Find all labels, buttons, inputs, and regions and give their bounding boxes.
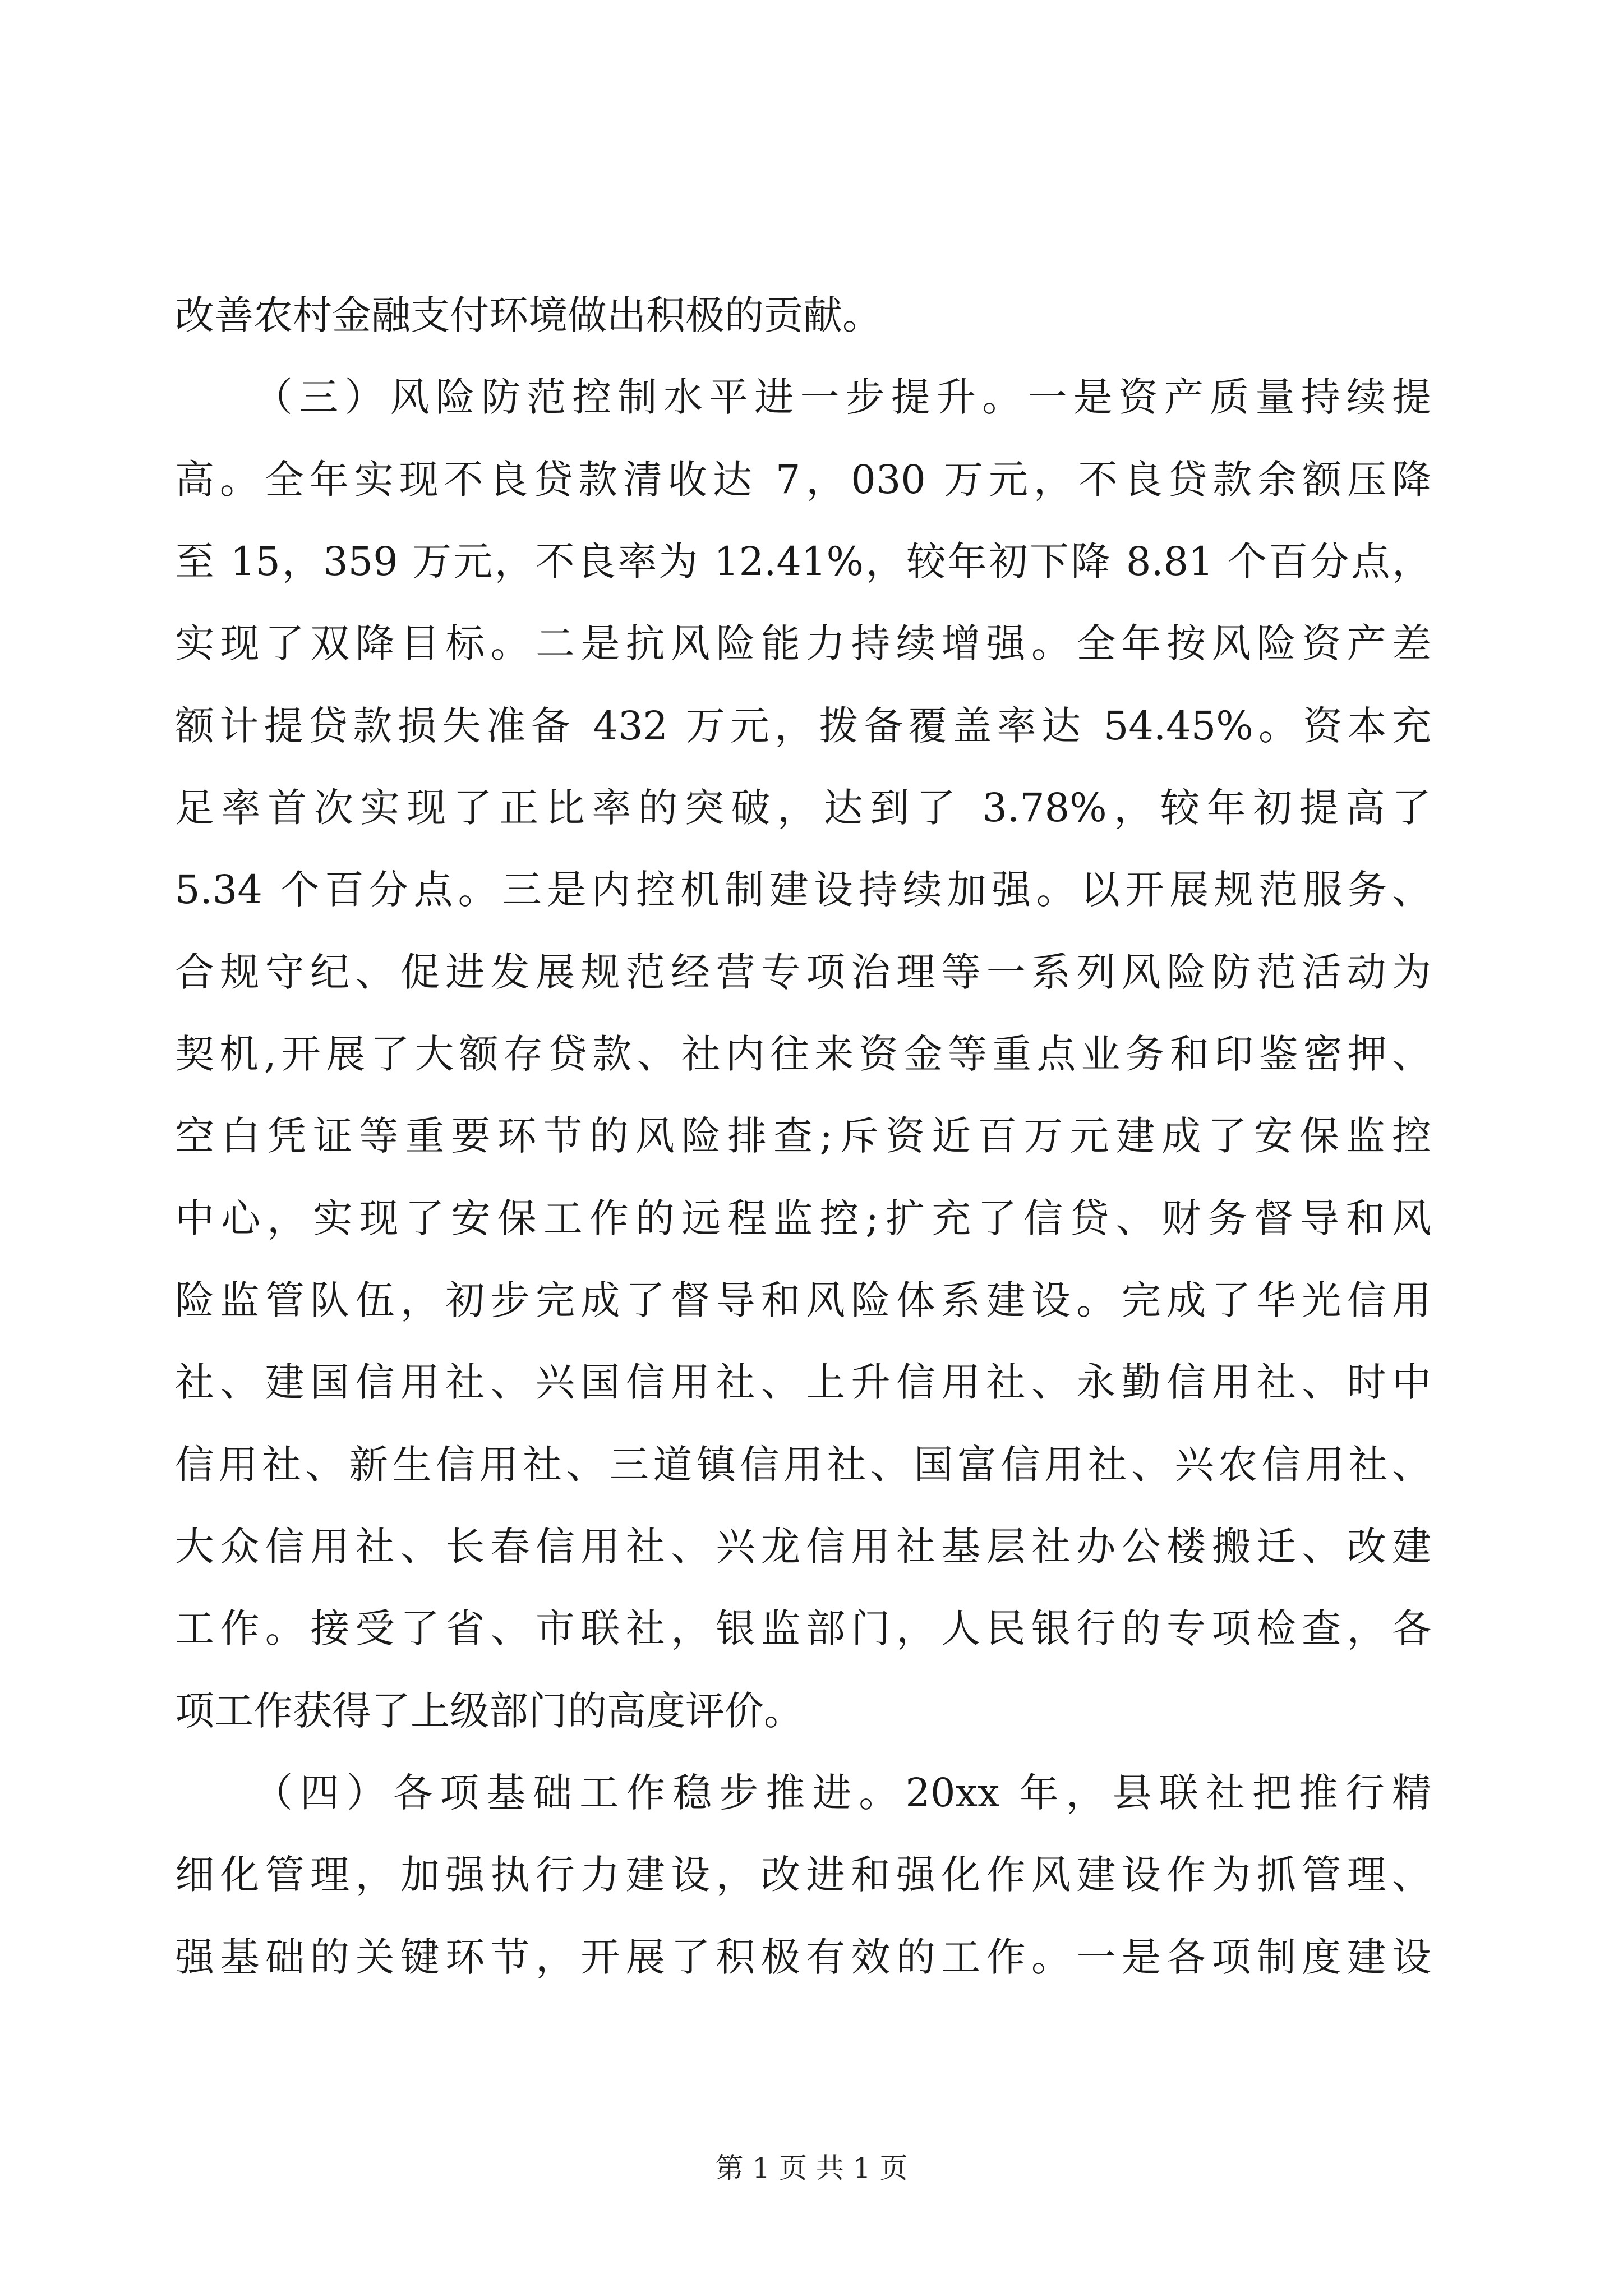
text-line: 信用社、新生信用社、三道镇信用社、国富信用社、兴农信用社、 xyxy=(175,1442,1431,1488)
text-line: 险监管队伍，初步完成了督导和风险体系建设。完成了华光信用 xyxy=(175,1277,1431,1323)
text-line: 足率首次实现了正比率的突破，达到了 3.78%，较年初提高了 xyxy=(175,785,1431,831)
text-line: 工作。接受了省、市联社，银监部门，人民银行的专项检查，各 xyxy=(175,1605,1431,1651)
text-line: 5.34 个百分点。三是内控机制建设持续加强。以开展规范服务、 xyxy=(175,867,1431,913)
text-line: 社、建国信用社、兴国信用社、上升信用社、永勤信用社、时中 xyxy=(175,1359,1431,1405)
text-line: 契机,开展了大额存贷款、社内往来资金等重点业务和印鉴密押、 xyxy=(175,1031,1431,1077)
text-line: （四）各项基础工作稳步推进。20xx 年，县联社把推行精 xyxy=(253,1770,1431,1816)
text-line: 实现了双降目标。二是抗风险能力持续增强。全年按风险资产差 xyxy=(175,620,1431,666)
text-line: 空白凭证等重要环节的风险排查;斥资近百万元建成了安保监控 xyxy=(175,1113,1431,1159)
page-footer: 第 1 页 共 1 页 xyxy=(715,2152,908,2184)
text-line: （三）风险防范控制水平进一步提升。一是资产质量持续提 xyxy=(253,374,1431,420)
text-line: 项工作获得了上级部门的高度评价。 xyxy=(175,1688,803,1734)
text-line: 改善农村金融支付环境做出积极的贡献。 xyxy=(175,292,882,338)
text-line: 强基础的关键环节，开展了积极有效的工作。一是各项制度建设 xyxy=(175,1934,1431,1980)
text-line: 额计提贷款损失准备 432 万元，拨备覆盖率达 54.45%。资本充 xyxy=(175,703,1431,749)
text-line: 中心，实现了安保工作的远程监控;扩充了信贷、财务督导和风 xyxy=(175,1195,1431,1241)
text-line: 合规守纪、促进发展规范经营专项治理等一系列风险防范活动为 xyxy=(175,949,1431,995)
text-line: 细化管理，加强执行力建设，改进和强化作风建设作为抓管理、 xyxy=(175,1852,1431,1898)
text-line: 至 15，359 万元，不良率为 12.41%，较年初下降 8.81 个百分点， xyxy=(175,539,1431,585)
text-line: 高。全年实现不良贷款清收达 7，030 万元，不良贷款余额压降 xyxy=(175,457,1431,503)
text-line: 大众信用社、长春信用社、兴龙信用社基层社办公楼搬迁、改建 xyxy=(175,1524,1431,1570)
